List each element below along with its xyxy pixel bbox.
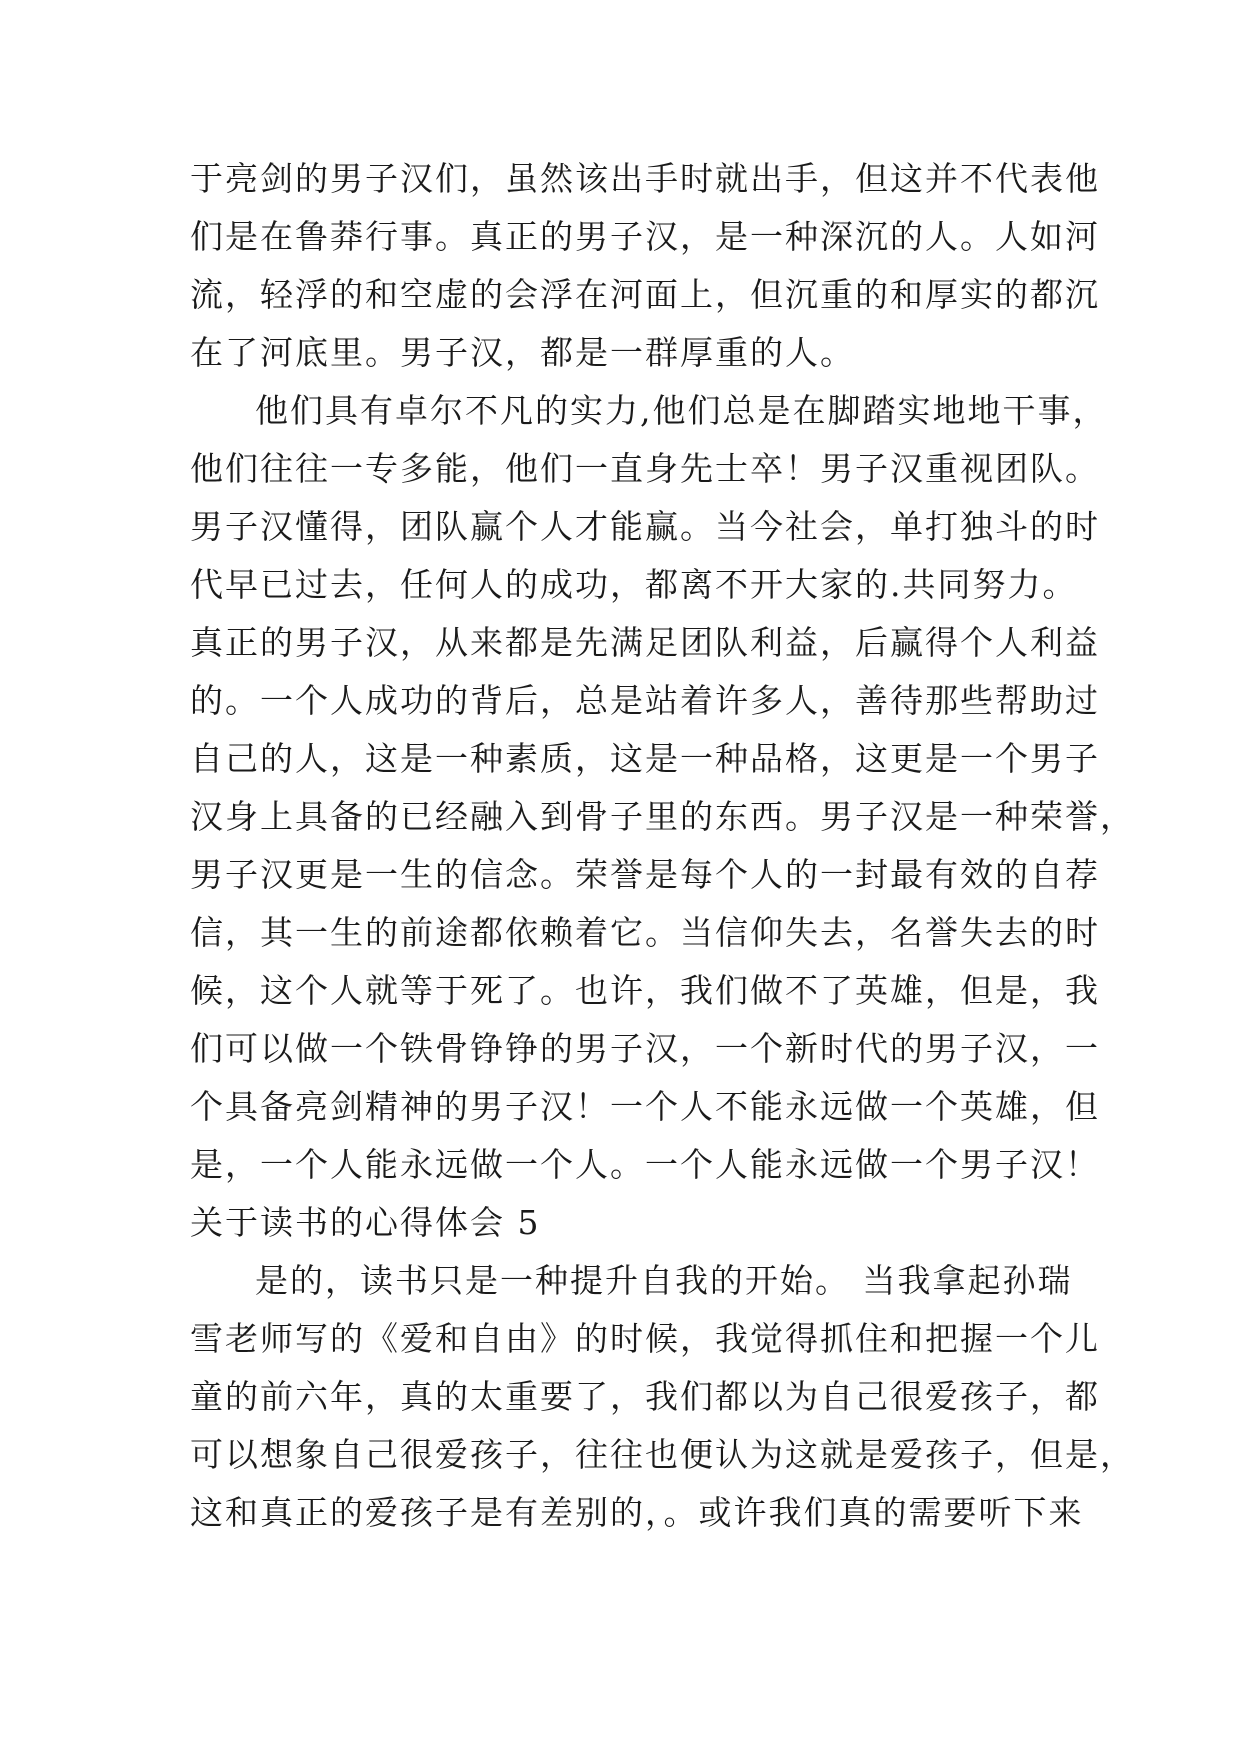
- text-line: 这和真正的爱孩子是有差别的，。或许我们真的需要听下来: [190, 1493, 1084, 1532]
- text-line: 汉身上具备的已经融入到骨子里的东西。男子汉是一种荣誉，: [190, 797, 1135, 836]
- text-line: 的。一个人成功的背后，总是站着许多人，善待那些帮助过: [190, 681, 1100, 720]
- paragraph-first-line: 他们具有卓尔不凡的实力,他们总是在脚踏实地地干事，: [255, 391, 1108, 430]
- text-line: 雪老师写的《爱和自由》的时候，我觉得抓住和把握一个儿: [190, 1319, 1100, 1358]
- text-line: 男子汉懂得，团队赢个人才能赢。当今社会，单打独斗的时: [190, 507, 1100, 546]
- text-line: 真正的男子汉，从来都是先满足团队利益，后赢得个人利益: [190, 623, 1100, 662]
- text-line: 个具备亮剑精神的男子汉！一个人不能永远做一个英雄，但: [190, 1087, 1100, 1126]
- text-line: 他们往往一专多能，他们一直身先士卒！男子汉重视团队。: [190, 449, 1100, 488]
- text-line: 代早已过去，任何人的成功，都离不开大家的.共同努力。: [190, 565, 1078, 604]
- text-line: 候，这个人就等于死了。也许，我们做不了英雄，但是，我: [190, 971, 1100, 1010]
- text-line: 男子汉更是一生的信念。荣誉是每个人的一封最有效的自荐: [190, 855, 1100, 894]
- text-line: 自己的人，这是一种素质，这是一种品格，这更是一个男子: [190, 739, 1100, 778]
- text-line: 们可以做一个铁骨铮铮的男子汉，一个新时代的男子汉，一: [190, 1029, 1100, 1068]
- text-line: 流，轻浮的和空虚的会浮在河面上，但沉重的和厚实的都沉: [190, 275, 1100, 314]
- text-line: 童的前六年，真的太重要了，我们都以为自己很爱孩子，都: [190, 1377, 1100, 1416]
- text-line: 们是在鲁莽行事。真正的男子汉，是一种深沉的人。人如河: [190, 217, 1100, 256]
- text-line: 于亮剑的男子汉们，虽然该出手时就出手，但这并不代表他: [190, 159, 1100, 198]
- text-line: 可以想象自己很爱孩子，往往也便认为这就是爱孩子，但是，: [190, 1435, 1135, 1474]
- paragraph-first-line: 是的，读书只是一种提升自我的开始。 当我拿起孙瑞: [255, 1261, 1073, 1300]
- text-line: 是，一个人能永远做一个人。一个人能永远做一个男子汉！: [190, 1145, 1100, 1184]
- text-line: 在了河底里。男子汉，都是一群厚重的人。: [190, 333, 855, 372]
- text-line: 信，其一生的前途都依赖着它。当信仰失去，名誉失去的时: [190, 913, 1100, 952]
- section-heading: 关于读书的心得体会 5: [190, 1203, 541, 1242]
